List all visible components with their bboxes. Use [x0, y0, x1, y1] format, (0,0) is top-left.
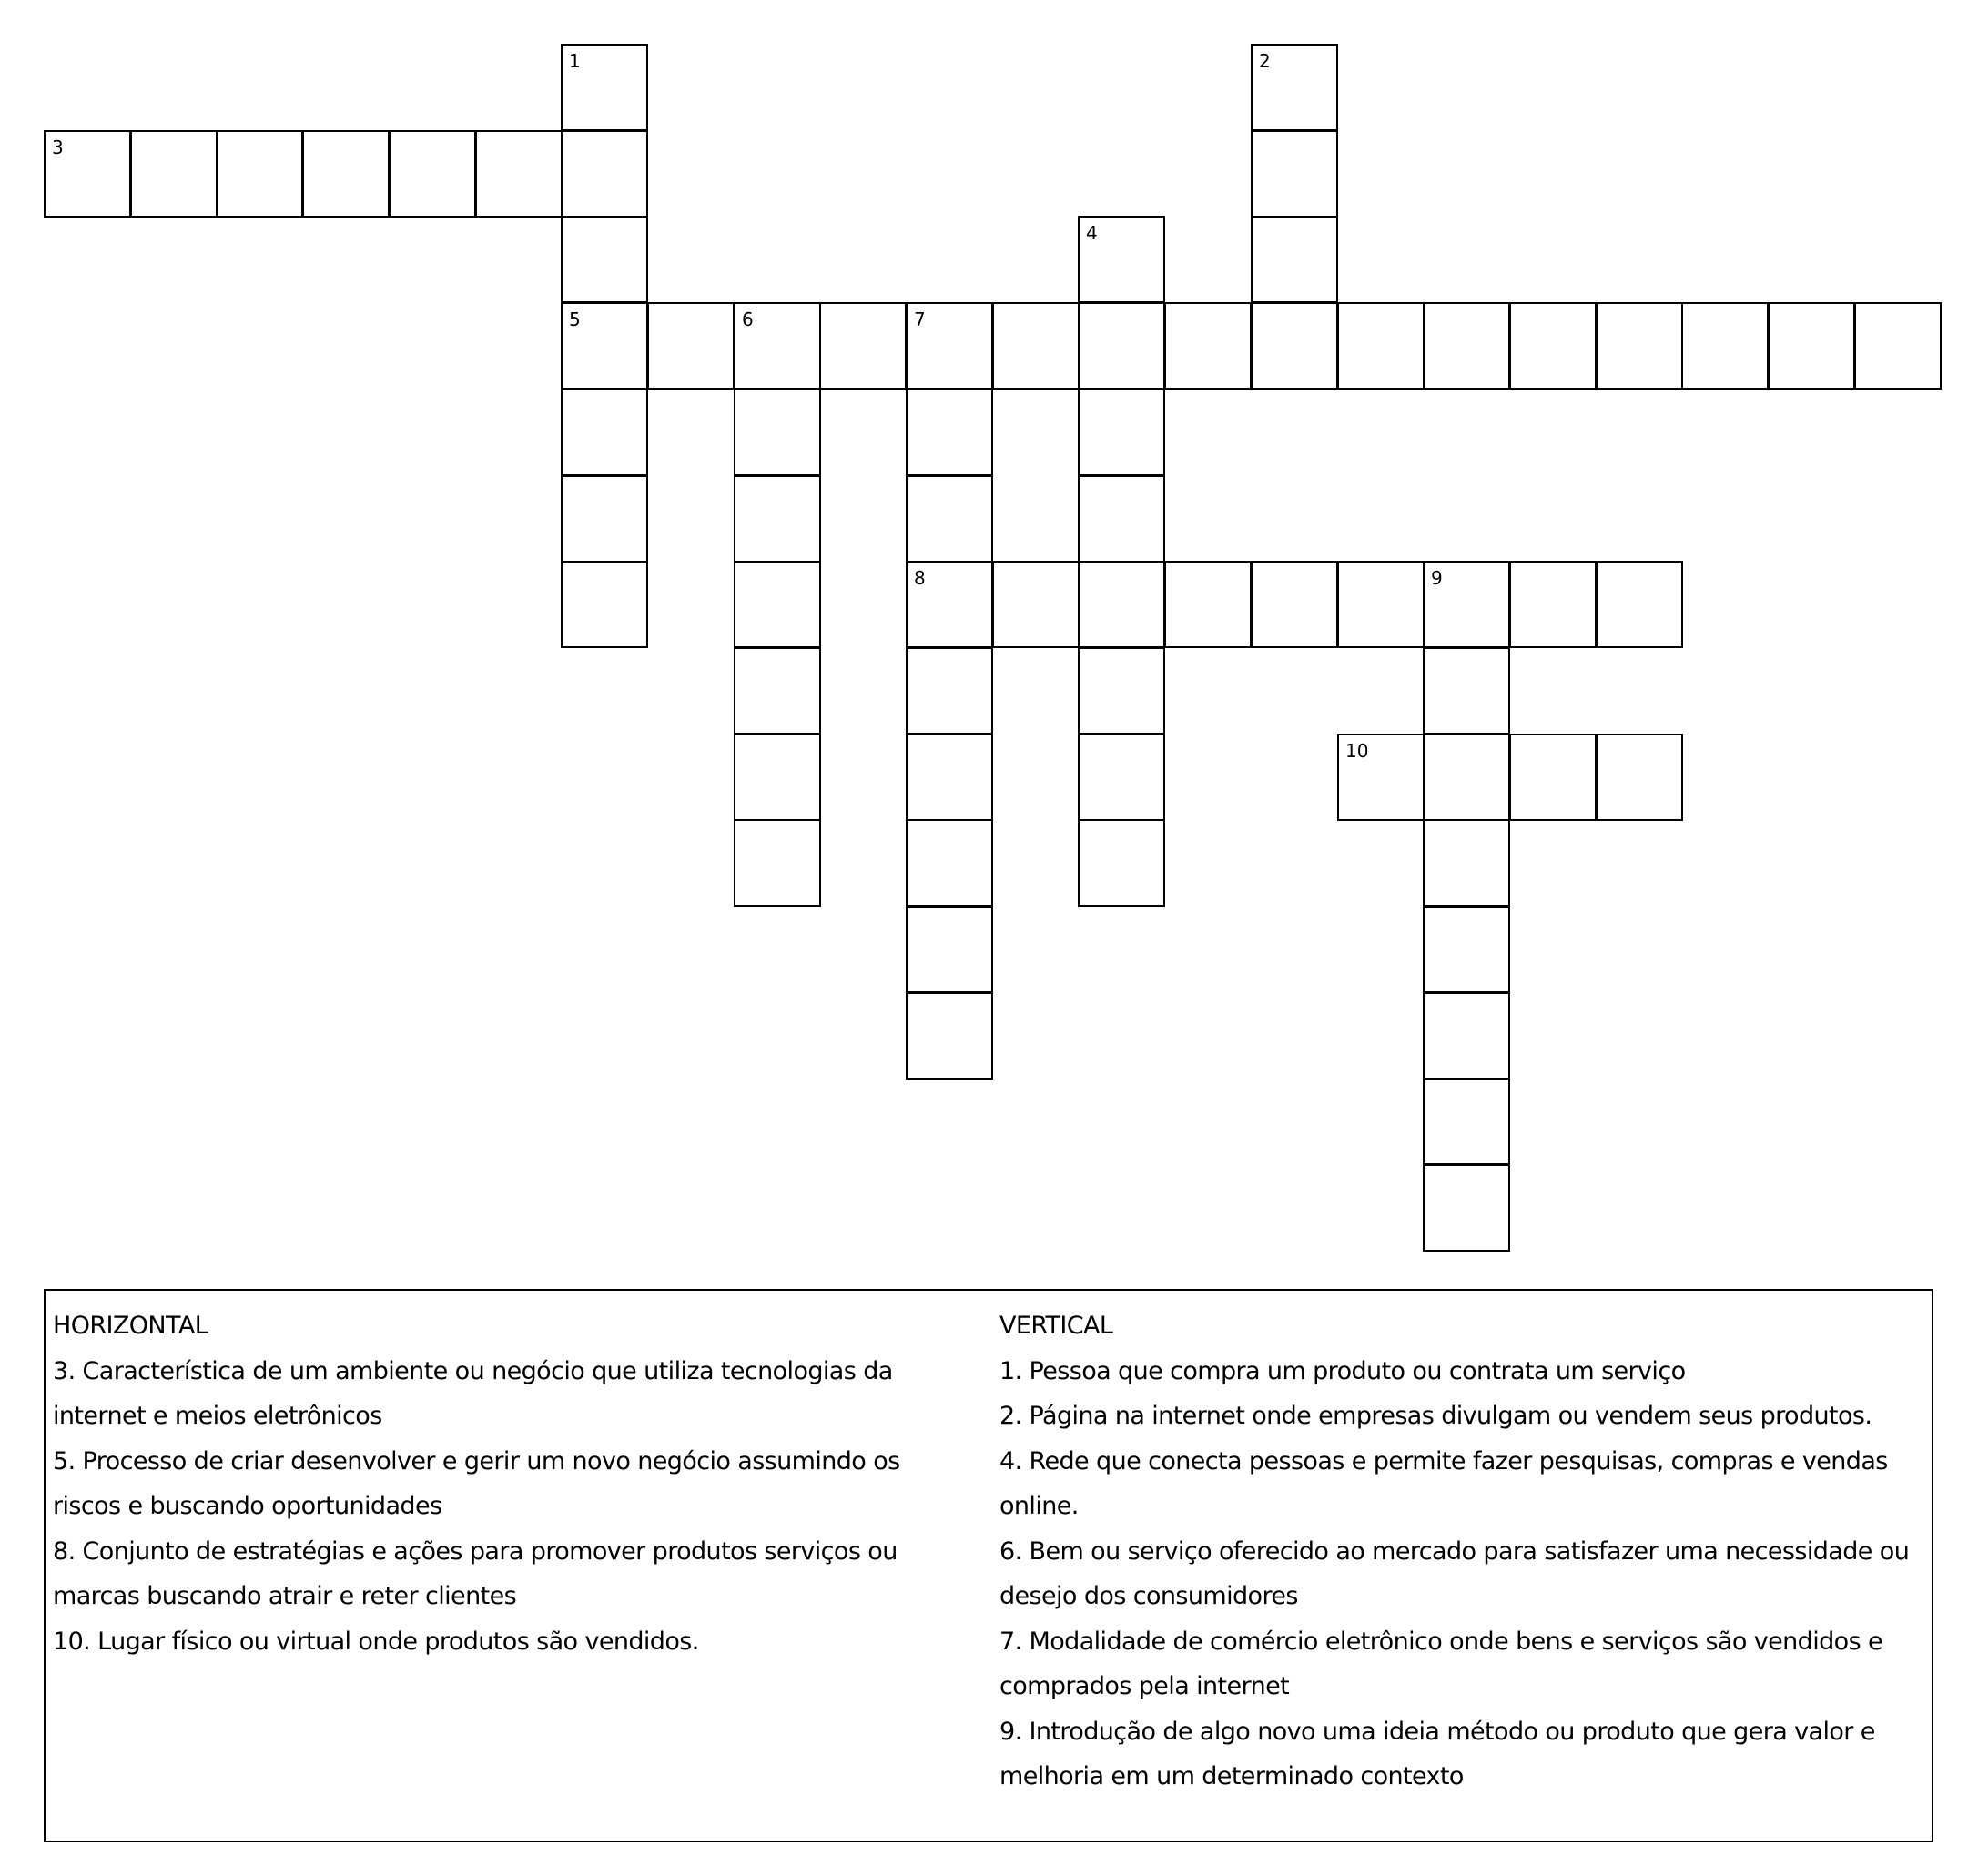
grid-cell[interactable] [561, 475, 648, 563]
cell-letter-input[interactable] [994, 304, 1078, 388]
cell-letter-input[interactable] [1080, 649, 1163, 733]
vertical-heading: VERTICAL [999, 1312, 1113, 1340]
grid-cell[interactable] [1078, 302, 1165, 390]
grid-cell[interactable] [906, 992, 993, 1080]
grid-cell[interactable] [130, 130, 218, 218]
grid-cell[interactable] [1423, 992, 1510, 1080]
grid-cell[interactable] [992, 561, 1080, 648]
cell-letter-input[interactable] [994, 563, 1078, 646]
grid-cell[interactable] [1078, 389, 1165, 476]
cell-letter-input[interactable] [563, 132, 646, 216]
grid-cell[interactable] [1251, 44, 1338, 131]
grid-cell[interactable] [906, 734, 993, 821]
cell-letter-input[interactable] [304, 132, 388, 216]
grid-cell[interactable] [1423, 734, 1510, 821]
grid-cell[interactable] [1509, 561, 1597, 648]
cell-letter-input[interactable] [1425, 1166, 1508, 1250]
grid-cell[interactable] [216, 130, 303, 218]
grid-cell[interactable] [906, 302, 993, 390]
cell-letter-input[interactable] [1425, 821, 1508, 905]
cell-letter-input[interactable] [563, 218, 646, 301]
grid-cell[interactable] [906, 475, 993, 563]
cell-letter-input[interactable] [1425, 1080, 1508, 1163]
cell-number-label: 7 [914, 309, 926, 330]
grid-cell[interactable] [561, 130, 648, 218]
grid-cell[interactable] [992, 302, 1080, 390]
grid-cell[interactable] [734, 475, 821, 563]
cell-letter-input[interactable] [908, 390, 991, 474]
grid-cell[interactable] [906, 647, 993, 735]
grid-cell[interactable] [1423, 647, 1510, 735]
cell-letter-input[interactable] [735, 563, 819, 646]
grid-cell[interactable] [819, 302, 907, 390]
cell-letter-input[interactable] [1080, 477, 1163, 561]
cell-letter-input[interactable] [391, 132, 474, 216]
grid-cell[interactable] [1164, 302, 1252, 390]
cell-letter-input[interactable] [1770, 304, 1853, 388]
grid-cell[interactable] [1423, 302, 1510, 390]
cell-letter-input[interactable] [1253, 218, 1336, 301]
cell-letter-input[interactable] [1598, 735, 1681, 819]
vertical-clues [999, 1303, 1928, 1800]
clue-down-2[interactable]: 2. Página na internet onde empresas divulgam ou vendem seus produtos. [999, 1402, 1872, 1430]
cell-letter-input[interactable] [1080, 563, 1163, 646]
grid-cell[interactable] [561, 44, 648, 131]
grid-cell[interactable] [734, 819, 821, 907]
cell-letter-input[interactable] [821, 304, 905, 388]
cell-letter-input[interactable] [735, 390, 819, 474]
cell-letter-input[interactable] [1166, 304, 1250, 388]
cell-letter-input[interactable] [908, 994, 991, 1078]
grid-cell[interactable] [1423, 1164, 1510, 1252]
grid-cell[interactable] [1078, 647, 1165, 735]
clue-down-1[interactable]: 1. Pessoa que compra um produto ou contrata um serviço [999, 1356, 1686, 1385]
grid-cell[interactable] [561, 561, 648, 648]
cell-letter-input[interactable] [1339, 304, 1423, 388]
grid-cell[interactable] [734, 647, 821, 735]
cell-number-label: 10 [1345, 740, 1369, 762]
grid-cell[interactable] [1854, 302, 1942, 390]
grid-cell[interactable] [1078, 475, 1165, 563]
cell-letter-input[interactable] [1166, 563, 1250, 646]
grid-cell[interactable] [1423, 1078, 1510, 1165]
cell-letter-input[interactable] [649, 304, 733, 388]
cell-letter-input[interactable] [1425, 304, 1508, 388]
cell-number-label: 4 [1086, 222, 1098, 244]
grid-cell[interactable] [1596, 734, 1683, 821]
cell-letter-input[interactable] [908, 477, 991, 561]
cell-letter-input[interactable] [1511, 563, 1595, 646]
grid-cell[interactable] [561, 302, 648, 390]
grid-cell[interactable] [734, 561, 821, 648]
grid-cell[interactable] [1596, 561, 1683, 648]
cell-number-label: 2 [1259, 50, 1271, 72]
cell-letter-input[interactable] [563, 477, 646, 561]
cell-letter-input[interactable] [1511, 735, 1595, 819]
cell-letter-input[interactable] [1253, 304, 1336, 388]
grid-cell[interactable] [647, 302, 735, 390]
cell-letter-input[interactable] [1080, 821, 1163, 905]
cell-number-label: 1 [569, 50, 581, 72]
cell-letter-input[interactable] [908, 908, 991, 991]
cell-letter-input[interactable] [735, 477, 819, 561]
grid-cell[interactable] [1078, 734, 1165, 821]
clue-across-3[interactable]: 3. Característica de um ambiente ou negócio que utiliza tecnologias da internet e meios eletrônicos [53, 1356, 893, 1430]
cell-letter-input[interactable] [908, 735, 991, 819]
horizontal-clues [53, 1303, 972, 1664]
cell-letter-input[interactable] [1425, 994, 1508, 1078]
cell-letter-input[interactable] [1080, 304, 1163, 388]
grid-cell[interactable] [906, 561, 993, 648]
clue-down-9[interactable]: 9. Introdução de algo novo uma ideia método ou produto que gera valor e melhoria em um determinado contexto [999, 1717, 1875, 1790]
cell-letter-input[interactable] [1683, 304, 1767, 388]
cell-letter-input[interactable] [1856, 304, 1940, 388]
grid-cell[interactable] [302, 130, 390, 218]
cell-letter-input[interactable] [477, 132, 561, 216]
grid-cell[interactable] [475, 130, 563, 218]
cell-letter-input[interactable] [1253, 132, 1336, 216]
horizontal-heading: HORIZONTAL [53, 1312, 208, 1340]
cell-letter-input[interactable] [1339, 563, 1423, 646]
grid-cell[interactable] [734, 302, 821, 390]
cell-letter-input[interactable] [1080, 735, 1163, 819]
cell-letter-input[interactable] [908, 821, 991, 905]
clue-across-8[interactable]: 8. Conjunto de estratégias e ações para promover produtos serviços ou marcas buscando atrair e reter clientes [53, 1536, 898, 1610]
grid-cell[interactable] [1337, 302, 1425, 390]
cell-number-label: 3 [52, 137, 64, 158]
grid-cell[interactable] [1596, 302, 1683, 390]
grid-cell[interactable] [561, 216, 648, 303]
cell-letter-input[interactable] [1598, 304, 1681, 388]
cell-letter-input[interactable] [1425, 908, 1508, 991]
grid-cell[interactable] [1423, 906, 1510, 993]
grid-cell[interactable] [1681, 302, 1769, 390]
cell-number-label: 5 [569, 309, 581, 330]
grid-cell[interactable] [1251, 130, 1338, 218]
cell-letter-input[interactable] [1425, 649, 1508, 733]
grid-cell[interactable] [1423, 561, 1510, 648]
cell-letter-input[interactable] [1511, 304, 1595, 388]
grid-cell[interactable] [1078, 819, 1165, 907]
cell-letter-input[interactable] [1598, 563, 1681, 646]
cell-number-label: 9 [1431, 567, 1443, 589]
cell-letter-input[interactable] [735, 735, 819, 819]
grid-cell[interactable] [1251, 302, 1338, 390]
grid-cell[interactable] [561, 389, 648, 476]
cell-letter-input[interactable] [1080, 390, 1163, 474]
grid-cell[interactable] [389, 130, 476, 218]
grid-cell[interactable] [1078, 216, 1165, 303]
clues-panel [44, 1289, 1933, 1842]
grid-cell[interactable] [906, 819, 993, 907]
grid-cell[interactable] [1337, 561, 1425, 648]
cell-letter-input[interactable] [563, 563, 646, 646]
cell-letter-input[interactable] [908, 649, 991, 733]
grid-cell[interactable] [1768, 302, 1855, 390]
clue-down-4[interactable]: 4. Rede que conecta pessoas e permite fazer pesquisas, compras e vendas online. [999, 1446, 1888, 1520]
cell-letter-input[interactable] [1425, 735, 1508, 819]
grid-cell[interactable] [1251, 561, 1338, 648]
grid-cell[interactable] [906, 906, 993, 993]
cell-number-label: 6 [742, 309, 754, 330]
cell-letter-input[interactable] [1253, 563, 1336, 646]
cell-number-label: 8 [914, 567, 926, 589]
clue-across-10[interactable]: 10. Lugar físico ou virtual onde produtos são vendidos. [53, 1627, 699, 1656]
cell-letter-input[interactable] [563, 390, 646, 474]
clue-down-7[interactable]: 7. Modalidade de comércio eletrônico onde bens e serviços são vendidos e comprados pela internet [999, 1627, 1883, 1700]
grid-cell[interactable] [906, 389, 993, 476]
grid-cell[interactable] [734, 389, 821, 476]
grid-cell[interactable] [1509, 302, 1597, 390]
grid-cell[interactable] [1078, 561, 1165, 648]
cell-letter-input[interactable] [132, 132, 216, 216]
grid-cell[interactable] [1251, 216, 1338, 303]
grid-cell[interactable] [1337, 734, 1425, 821]
cell-letter-input[interactable] [218, 132, 301, 216]
grid-cell[interactable] [734, 734, 821, 821]
cell-letter-input[interactable] [735, 649, 819, 733]
grid-cell[interactable] [44, 130, 131, 218]
grid-cell[interactable] [1423, 819, 1510, 907]
grid-cell[interactable] [1164, 561, 1252, 648]
grid-cell[interactable] [1509, 734, 1597, 821]
clue-down-6[interactable]: 6. Bem ou serviço oferecido ao mercado para satisfazer uma necessidade ou desejo dos consumidores [999, 1536, 1910, 1610]
clue-across-5[interactable]: 5. Processo de criar desenvolver e gerir um novo negócio assumindo os riscos e buscando oportunidades [53, 1446, 900, 1520]
cell-letter-input[interactable] [735, 821, 819, 905]
